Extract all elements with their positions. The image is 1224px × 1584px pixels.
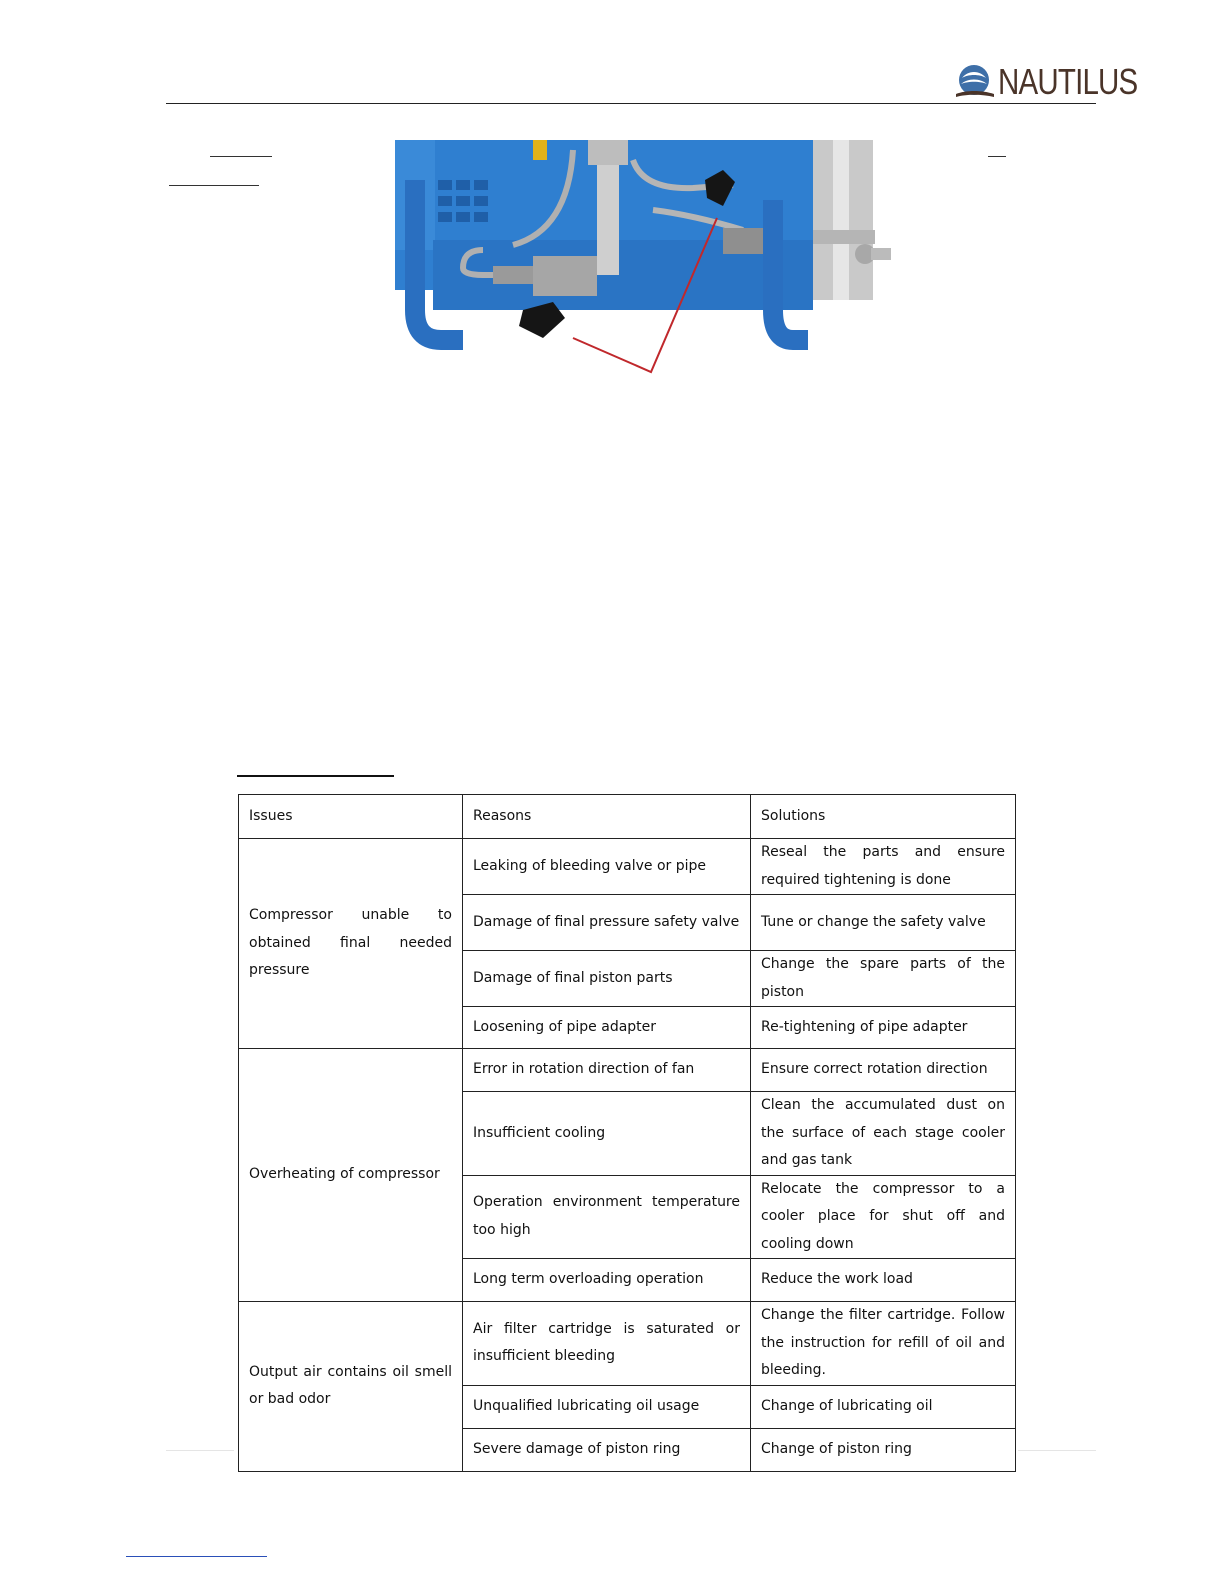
footer-rule — [166, 1450, 234, 1451]
reason-cell: Insufficient cooling — [463, 1092, 751, 1176]
underline-stub — [210, 156, 272, 157]
underline-stub — [169, 185, 259, 186]
header-issues: Issues — [239, 795, 463, 839]
table-row — [239, 1049, 1016, 1092]
footer-link-underline[interactable] — [126, 1556, 267, 1557]
header-reasons: Reasons — [463, 795, 751, 839]
logo-text: NAUTILUS — [998, 61, 1138, 102]
reason-cell: Operation environment temperature too high — [463, 1175, 751, 1259]
header-rule — [166, 103, 1096, 104]
solution-cell: Reseal the parts and ensure required tightening is done — [751, 839, 1016, 895]
solution-cell: Re-tightening of pipe adapter — [751, 1007, 1016, 1049]
solution-cell: Ensure correct rotation direction — [751, 1049, 1016, 1092]
solution-cell: Reduce the work load — [751, 1259, 1016, 1302]
solution-cell: Change of piston ring — [751, 1428, 1016, 1471]
footer-rule — [1018, 1450, 1096, 1451]
reason-cell: Damage of final piston parts — [463, 951, 751, 1007]
solution-cell: Change the spare parts of the piston — [751, 951, 1016, 1007]
solution-cell: Change the filter cartridge. Follow the instruction for refill of oil and bleeding. — [751, 1302, 1016, 1386]
issue-cell: Output air contains oil smell or bad odor — [239, 1302, 463, 1472]
reason-cell: Air filter cartridge is saturated or insufficient bleeding — [463, 1302, 751, 1386]
table-header-row — [239, 795, 1016, 839]
reason-cell: Long term overloading operation — [463, 1259, 751, 1302]
reason-cell: Error in rotation direction of fan — [463, 1049, 751, 1092]
reason-cell: Damage of final pressure safety valve — [463, 895, 751, 951]
solution-cell: Clean the accumulated dust on the surface of each stage cooler and gas tank — [751, 1092, 1016, 1176]
table-row — [239, 1302, 1016, 1386]
reason-cell: Severe damage of piston ring — [463, 1428, 751, 1471]
troubleshooting-table — [238, 794, 1016, 1472]
table-row — [239, 839, 1016, 895]
reason-cell: Loosening of pipe adapter — [463, 1007, 751, 1049]
section-title-underline — [237, 775, 394, 777]
nautilus-logo — [952, 60, 1138, 104]
header-solutions: Solutions — [751, 795, 1016, 839]
solution-cell: Tune or change the safety valve — [751, 895, 1016, 951]
reason-cell: Unqualified lubricating oil usage — [463, 1385, 751, 1428]
solution-cell: Change of lubricating oil — [751, 1385, 1016, 1428]
issue-cell: Overheating of compressor — [239, 1049, 463, 1302]
compressor-photo — [393, 140, 921, 376]
underline-stub — [988, 156, 1006, 157]
nautilus-emblem-icon — [952, 60, 998, 104]
solution-cell: Relocate the compressor to a cooler place for shut off and cooling down — [751, 1175, 1016, 1259]
issue-cell: Compressor unable to obtained final needed pressure — [239, 839, 463, 1049]
reason-cell: Leaking of bleeding valve or pipe — [463, 839, 751, 895]
